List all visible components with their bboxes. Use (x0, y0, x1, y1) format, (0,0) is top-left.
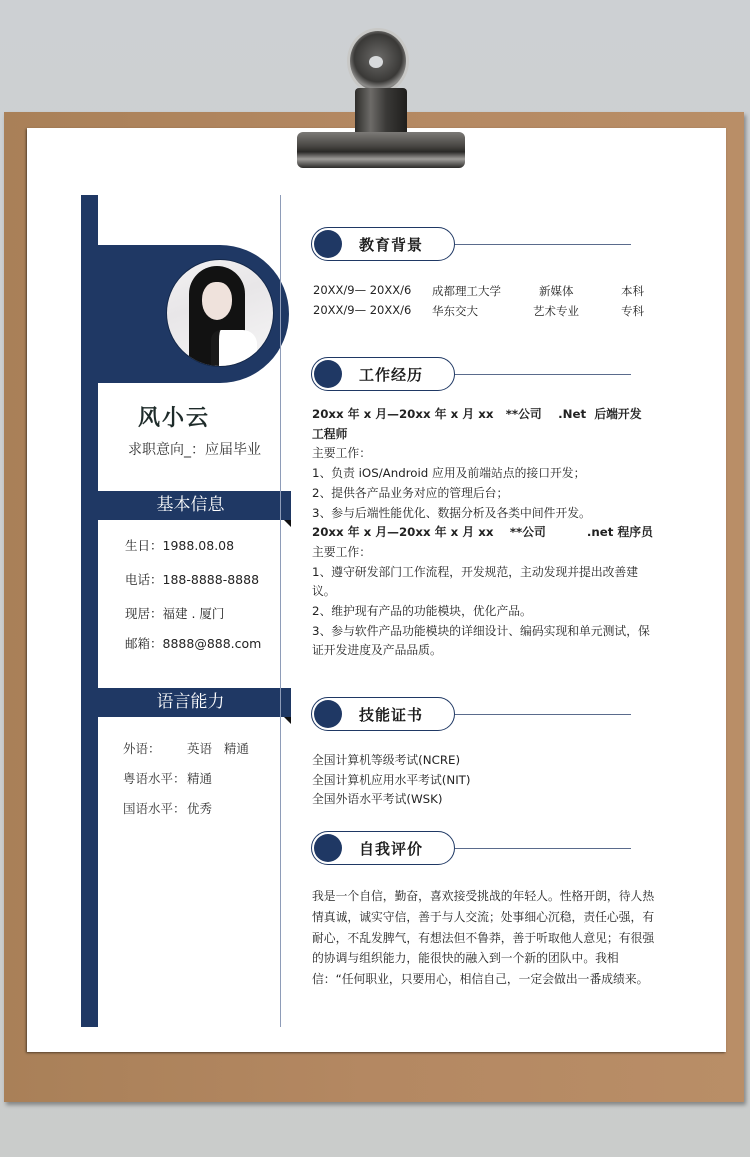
section-rule (455, 714, 631, 715)
info-email (125, 634, 261, 652)
section-rule (455, 848, 631, 849)
job-title: 20xx 年 x 月—20xx 年 x 月 xx **公司 .Net 后端开发工程师 (312, 407, 642, 441)
edu-period: 20XX/9— 20XX/6 (313, 283, 412, 297)
binder-clip-icon (297, 28, 465, 170)
education-section-title (311, 227, 631, 261)
duty-item: 3、参与后端性能优化、数据分析及各类中间件开发。 (312, 505, 591, 520)
languages-heading: 语言能力 (98, 688, 291, 717)
duty-item: 2、提供各产品业务对应的管理后台； (312, 485, 509, 500)
info-label: 邮箱： (125, 636, 163, 651)
avatar (166, 259, 274, 367)
duties-label: 主要工作： (312, 544, 371, 559)
circle-bullet-icon (314, 230, 342, 258)
edu-school: 成都理工大学 (432, 284, 501, 298)
language-value: 精通 (187, 771, 213, 786)
certificate-item: 全国外语水平考试(WSK) (312, 792, 443, 806)
job-title: 20xx 年 x 月—20xx 年 x 月 xx **公司 .net 程序员 (312, 525, 653, 540)
edu-major: 艺术专业 (533, 304, 579, 318)
clip-base (297, 132, 465, 168)
info-label: 生日： (125, 538, 163, 553)
duty-item: 3、参与软件产品功能模块的详细设计、编码实现和单元测试，保证开发进度及产品品质。 (312, 623, 650, 658)
avatar-shirt (211, 330, 257, 367)
edu-degree: 专科 (621, 304, 644, 318)
language-cantonese (123, 769, 212, 787)
job-intent: 求职意向_：应届毕业 (128, 442, 261, 458)
edu-school: 华东交大 (432, 304, 478, 318)
section-rule (455, 374, 631, 375)
column-divider (280, 195, 281, 1027)
info-value: 福建 . 厦门 (162, 606, 225, 621)
language-label: 外语： (123, 741, 161, 756)
section-label: 教育背景 (359, 236, 424, 254)
skills-section-title (311, 697, 631, 731)
info-value: 188-8888-8888 (162, 572, 260, 587)
language-label: 国语水平： (123, 801, 186, 816)
info-value: 8888@888.com (162, 636, 262, 651)
basic-info-heading: 基本信息 (98, 491, 291, 520)
info-birthday (125, 536, 234, 554)
info-value: 1988.08.08 (162, 538, 235, 553)
language-mandarin (123, 799, 212, 817)
language-foreign (123, 739, 249, 757)
info-location (125, 604, 224, 622)
certificate-item: 全国计算机等级考试(NCRE) (312, 753, 461, 767)
work-experience-list (312, 405, 652, 661)
section-rule (455, 244, 631, 245)
circle-bullet-icon (314, 834, 342, 862)
duty-item: 1、遵守研发部门工作流程，开发规范，主动发现并提出改善建议。 (312, 564, 639, 599)
avatar-face (202, 282, 232, 320)
work-section-title (311, 357, 631, 391)
circle-bullet-icon (314, 700, 342, 728)
info-label: 现居： (125, 606, 163, 621)
edu-period: 20XX/9— 20XX/6 (313, 303, 412, 317)
info-phone (125, 570, 259, 588)
language-value: 英语 精通 (187, 741, 249, 756)
edu-major: 新媒体 (539, 284, 574, 298)
circle-bullet-icon (314, 360, 342, 388)
self-eval-section-title (311, 831, 631, 865)
duties-label: 主要工作： (312, 446, 371, 461)
section-label: 自我评价 (359, 840, 424, 858)
self-evaluation-text: 我是一个自信，勤奋，喜欢接受挑战的年轻人。性格开朗，待人热情真诚，诚实守信，善于与人交流；处事细心沉稳，责任心强，有耐心，不乱发脾气，有想法但不鲁莽，善于听取他人意见；有很强的协调与组织能力，能很快的融入到一个新的团队中。我相信：“任何职业，只要用心，相信自己，一定会做出一番成绩来。 (312, 889, 655, 987)
certificate-item: 全国计算机应用水平考试(NIT) (312, 772, 471, 787)
duty-item: 2、维护现有产品的功能模块，优化产品。 (312, 604, 532, 619)
edu-degree: 本科 (621, 284, 644, 298)
clip-hole (369, 56, 383, 68)
info-label: 电话： (125, 572, 163, 587)
section-label: 技能证书 (359, 706, 424, 724)
section-label: 工作经历 (359, 366, 424, 384)
candidate-name: 风小云 (138, 406, 211, 431)
certificate-list (312, 751, 470, 810)
duty-item: 1、负责 iOS/Android 应用及前端站点的接口开发； (312, 466, 586, 481)
language-label: 粤语水平： (123, 771, 186, 786)
language-value: 优秀 (187, 801, 213, 816)
